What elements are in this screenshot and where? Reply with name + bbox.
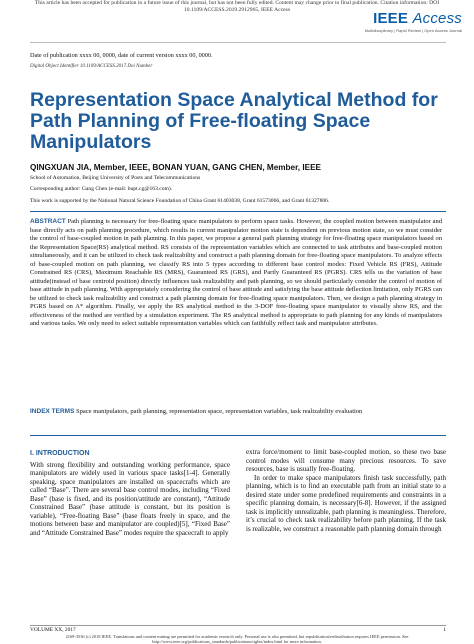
license-line-1: 2169-3536 (c) 2018 IEEE. Translations and content mining are permitted for academic research only. Personal use is also permitted, but republication/redistribution requires IEEE permission. See bbox=[65, 634, 409, 639]
funding-statement: This work is supported by the National Natural Science Foundation of China Grant 61403038, Grant 61573066, and Grant 61327806. bbox=[30, 198, 330, 204]
abstract-bottom-rule bbox=[30, 435, 446, 436]
logo-tagline: Multidisciplinary | Rapid Review | Open Access Journal bbox=[364, 28, 462, 33]
header-divider bbox=[30, 42, 446, 43]
acceptance-notice-line-2: 10.1109/ACCESS.2019.2912965, IEEE Access bbox=[183, 7, 291, 13]
volume-label: VOLUME XX, 2017 bbox=[30, 627, 76, 633]
corresponding-author: Corresponding author: Gang Chen (e-mail: bupt.cg@163.com). bbox=[30, 186, 173, 192]
affiliation: School of Automation, Beijing University of Posts and Telecommunications bbox=[30, 175, 201, 181]
abstract-text: Path planning is necessary for free-floating space manipulators to perform space tasks. However, the coupled motion between manipulator and base directly acts on path planning procedure, which results in current manipulator motion state is dependent on previous motion state, so we must consider the control of base-coupled motion in path planning. In this paper, we propose a general path planning strategy for free-floating space manipulators based on the Representation Space(RS) analytical method. RS consists of the representation variables which are connected to task attributes and base-coupled motion simultaneously, and it can be utilized to check task realizability and construct a path planning domain for free-floating space manipulators. To analyze effects of base-coupled motion on path planning, we classify RS into 5 types according to different base control modes: Fixed Vehicle RS (FRS), Attitude Constrained RS (CRS), Maximum Reachable RS (MRS), Guaranteed RS (GRS), and Partly Guaranteed RS (PGRS). CRS tells us the variation of base attitude(instead of base centroid position) directly influences task realizability and path planning, so we should particularly consider the control of motion of base attitude in path planning. With appropriately considering the control of base attitude and satisfying the base attitude deflection limitation, only PGRS can be utilized to check task realizability and construct a path planning domain for free-floating space manipulators. Then, we design a path planning strategy in PGRS based on A* algorithm. Finally, we apply the RS analytical method to the 3-DOF free-floating space manipulator to visually show RS, and the effectiveness of the method are verified by a simulation experiment. The RS analytical method is appropriate to path planning for any kinds of manipulators and various tasks. We only need to select suitable representation variables which can faithfully reflect task and manipulator attributes. bbox=[30, 218, 442, 327]
journal-logo bbox=[365, 10, 462, 33]
abstract-label: ABSTRACT bbox=[30, 218, 66, 225]
author-list: QINGXUAN JIA, Member, IEEE, BONAN YUAN, GANG CHEN, Member, IEEE bbox=[30, 163, 322, 172]
publication-date: Date of publication xxxx 00, 0000, date of current version xxxx 00, 0000. bbox=[30, 52, 213, 59]
paper-title: Representation Space Analytical Method for Path Planning of Free-floating Space Manipulators bbox=[30, 89, 438, 153]
license-notice bbox=[0, 634, 474, 644]
abstract-top-rule bbox=[30, 211, 446, 212]
logo-brand-accent: Access bbox=[412, 10, 462, 27]
paragraph: In order to make space manipulators finish task successfully, path planning, which is to find an executable path from an initial state to a desired state under some predefined requirements and constraints in a specific planning domain, is necessary[6-8]. However, if the assigned task is implicitly unrealizable, path planning is meaningless. Therefore, it’s crucial to check task realizability before path planning. If the task is realizable, we construct a reasonable path planning domain through bbox=[246, 473, 446, 533]
license-line-2: http://www.ieee.org/publications_standards/publications/rights/index.html for more information. bbox=[152, 639, 322, 644]
index-terms-label: INDEX TERMS bbox=[30, 408, 75, 415]
footer-divider bbox=[30, 625, 446, 626]
logo-brand: IEEE bbox=[373, 10, 409, 27]
paragraph: extra force/moment to limit base-coupled motion, so these two base control modes will consume many precious resources. To save resources, base is usually free-floating. bbox=[246, 448, 446, 473]
acceptance-notice-line-1: This article has been accepted for publication in a future issue of this journal, but has not been fully edited. Content may change prior to final publication. Citation information: DOI bbox=[34, 0, 440, 6]
body-column-right bbox=[246, 448, 446, 533]
body-column-left bbox=[30, 450, 230, 537]
abstract bbox=[30, 218, 442, 329]
section-heading: I. INTRODUCTION bbox=[30, 450, 90, 457]
page-number: 1 bbox=[443, 627, 446, 633]
index-terms-text: Space manipulators, path planning, representation space, representation variables, task realizability evaluation bbox=[76, 408, 363, 415]
doi-line: Digital Object Identifier 10.1109/ACCESS.2017.Doi Number bbox=[30, 64, 153, 69]
index-terms bbox=[30, 408, 442, 417]
paragraph: With strong flexibility and outstanding working performance, space manipulators are widely used in various space tasks[1-4]. Generally speaking, space manipulators are installed on spacecrafts which are called “Base”. There are several base control modes, including “Fixed Base” (base is fixed, and its position/attitude are constant), “Attitude Constrained Base” (base attitude is constant, but its position is variable), “Free-floating Base” (base floats freely in space, and the motions between base and manipulator are coupled)[5], “Fixed Base” and “Attitude Constrained Base” modes require the spacecraft to apply bbox=[30, 460, 230, 537]
